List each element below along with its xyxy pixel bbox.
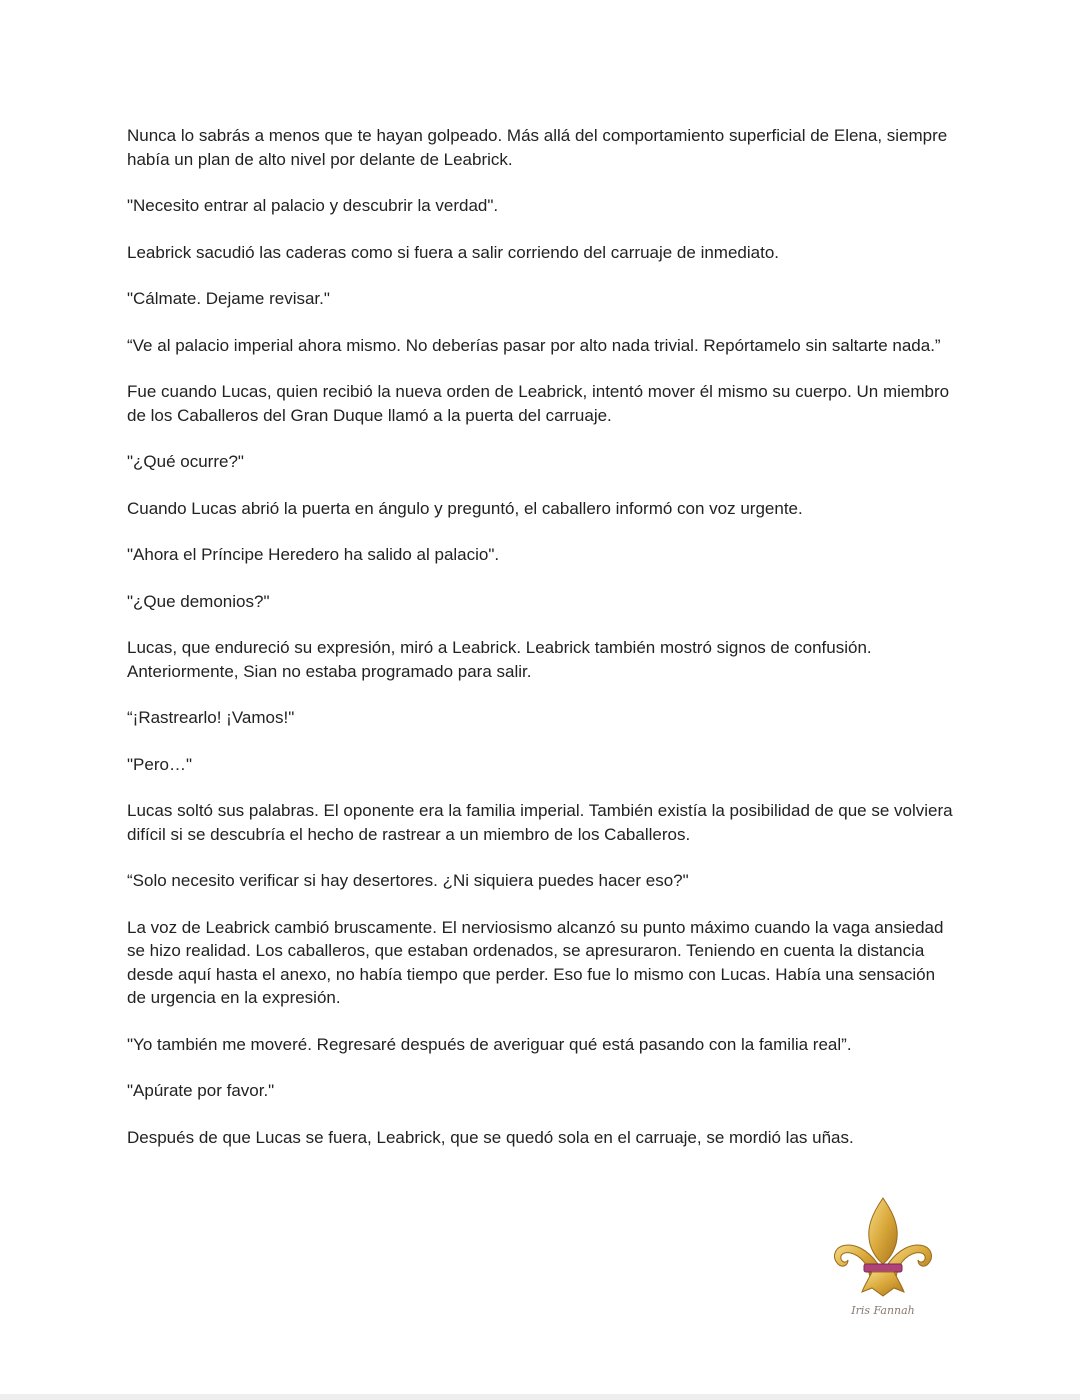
page-bottom-strip bbox=[0, 1394, 1080, 1400]
fleur-de-lis-icon bbox=[828, 1192, 938, 1322]
fleur-bottom bbox=[862, 1272, 904, 1296]
paragraph: Lucas, que endureció su expresión, miró a Leabrick. Leabrick también mostró signos de confusión. Anteriormente, Sian no estaba programado para salir. bbox=[127, 638, 872, 681]
paragraph: "Necesito entrar al palacio y descubrir la verdad". bbox=[127, 196, 499, 215]
document-body bbox=[127, 124, 953, 1172]
fleur-center-petal bbox=[869, 1198, 897, 1264]
paragraph: "Cálmate. Dejame revisar." bbox=[127, 289, 330, 308]
paragraph: "Ahora el Príncipe Heredero ha salido al palacio". bbox=[127, 545, 500, 564]
paragraph: Nunca lo sabrás a menos que te hayan golpeado. Más allá del comportamiento superficial de Elena, siempre había un plan de alto nivel por delante de Leabrick. bbox=[127, 126, 948, 169]
paragraph: Fue cuando Lucas, quien recibió la nueva orden de Leabrick, intentó mover él mismo su cuerpo. Un miembro de los Caballeros del Gran Duque llamó a la puerta del carruaje. bbox=[127, 382, 950, 425]
paragraph: “¡Rastrearlo! ¡Vamos!" bbox=[127, 708, 295, 727]
paragraph: Cuando Lucas abrió la puerta en ángulo y preguntó, el caballero informó con voz urgente. bbox=[127, 498, 803, 518]
paragraph: Lucas soltó sus palabras. El oponente era la familia imperial. También existía la posibilidad de que se volviera difícil si se descubría el hecho de rastrear a un miembro de los Caballeros. bbox=[127, 801, 953, 844]
paragraph: "Apúrate por favor." bbox=[127, 1081, 275, 1100]
fleur-band bbox=[864, 1264, 902, 1272]
fleur-de-lis-svg bbox=[828, 1192, 938, 1322]
paragraph: Después de que Lucas se fuera, Leabrick, que se quedó sola en el carruaje, se mordió las uñas. bbox=[127, 1127, 854, 1147]
paragraph: “Solo necesito verificar si hay desertores. ¿Ni siquiera puedes hacer eso?" bbox=[127, 871, 689, 890]
paragraph: "Yo también me moveré. Regresaré después de averiguar qué está pasando con la familia real”. bbox=[127, 1034, 852, 1054]
paragraph: “Ve al palacio imperial ahora mismo. No deberías pasar por alto nada trivial. Repórtamelo sin saltarte nada.” bbox=[127, 335, 941, 355]
paragraph: "Pero…" bbox=[127, 754, 192, 774]
paragraph: "¿Que demonios?" bbox=[127, 591, 270, 611]
signature-lettering: Iris Fannah bbox=[851, 1304, 915, 1317]
paragraph: "¿Qué ocurre?" bbox=[127, 452, 244, 471]
paragraph: La voz de Leabrick cambió bruscamente. El nerviosismo alcanzó su punto máximo cuando la vaga ansiedad se hizo realidad. Los caballeros, que estaban ordenados, se apresuraron. Teniendo en cuenta la distancia desde aquí hasta el anexo, no había tiempo que perder. Eso fue lo mismo con Lucas. Había una sensación de urgencia en la expresión. bbox=[127, 917, 944, 1007]
paragraph: Leabrick sacudió las caderas como si fuera a salir corriendo del carruaje de inmediato. bbox=[127, 242, 780, 262]
